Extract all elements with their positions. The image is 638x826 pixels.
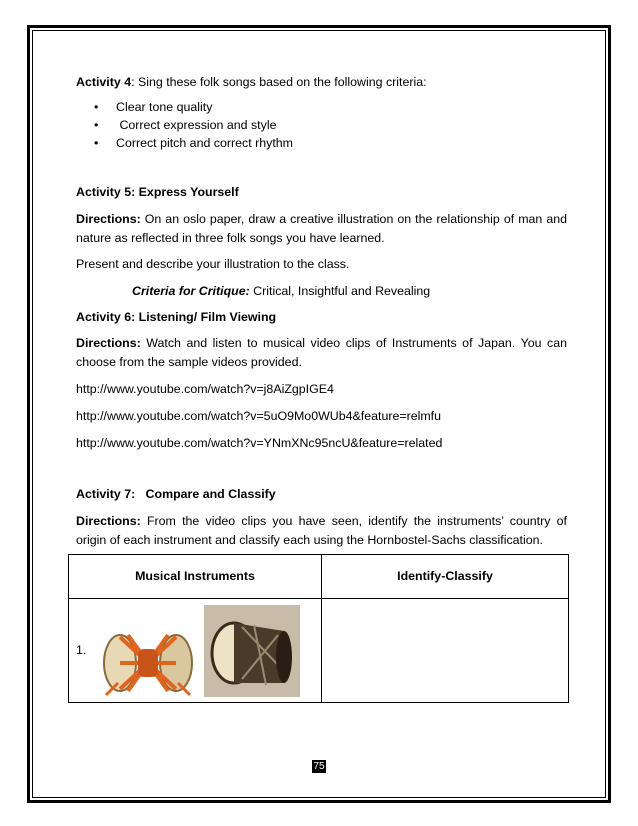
table-header-row [69, 555, 569, 599]
activity4-heading [76, 73, 567, 92]
bullet-icon: • [94, 100, 99, 114]
page-number: 75 [313, 761, 325, 772]
activity5-directions: Directions: On an oslo paper, draw a creative illustration on the relationship of man and nature as reflected in three folk songs you have learned. [76, 212, 567, 245]
compare-classify-table [68, 554, 569, 703]
list-item: • Clear tone quality [94, 100, 213, 114]
drum-dark-frame-icon [204, 605, 300, 697]
bullet-icon: • [94, 136, 99, 150]
video-link-1[interactable]: http://www.youtube.com/watch?v=j8AiZgpIGE4 [76, 382, 334, 396]
activity4-criteria-list [76, 98, 567, 152]
list-item: • Correct expression and style [94, 118, 277, 132]
bullet-icon: • [94, 118, 99, 132]
instrument-cell [69, 599, 322, 703]
list-item: • Correct pitch and correct rhythm [94, 136, 293, 150]
table-row [69, 599, 569, 703]
activity6-directions: Directions: Watch and listen to musical video clips of Instruments of Japan. You can choose from the sample videos provided. [76, 336, 567, 369]
row-number: 1. [76, 643, 87, 657]
activity5-title: Activity 5: Express Yourself [76, 185, 239, 199]
page-content [76, 73, 567, 703]
activity7-title: Activity 7: Compare and Classify [76, 487, 276, 501]
header-musical-instruments: Musical Instruments [69, 555, 322, 599]
video-link-2[interactable]: http://www.youtube.com/watch?v=5uO9Mo0WUb4&feature=relmfu [76, 409, 442, 423]
activity6-title: Activity 6: Listening/ Film Viewing [76, 310, 277, 324]
identify-classify-cell[interactable] [322, 599, 569, 703]
activity5-criteria: Criteria for Critique: Critical, Insightful and Revealing [132, 284, 431, 298]
drum-orange-rope-icon [98, 625, 198, 697]
header-identify-classify: Identify-Classify [322, 555, 569, 599]
video-link-3[interactable]: http://www.youtube.com/watch?v=YNmXNc95ncU&feature=related [76, 436, 443, 450]
activity7-directions: Directions: From the video clips you have seen, identify the instruments’ country of origin of each instrument and classify each using the Hornbostel-Sachs classification. [76, 514, 567, 547]
activity4-label: Activity 4 [76, 75, 132, 89]
activity5-present: Present and describe your illustration to the class. [76, 257, 350, 271]
instrument-images [98, 605, 300, 697]
activity4-text: : Sing these folk songs based on the following criteria: [131, 75, 427, 89]
